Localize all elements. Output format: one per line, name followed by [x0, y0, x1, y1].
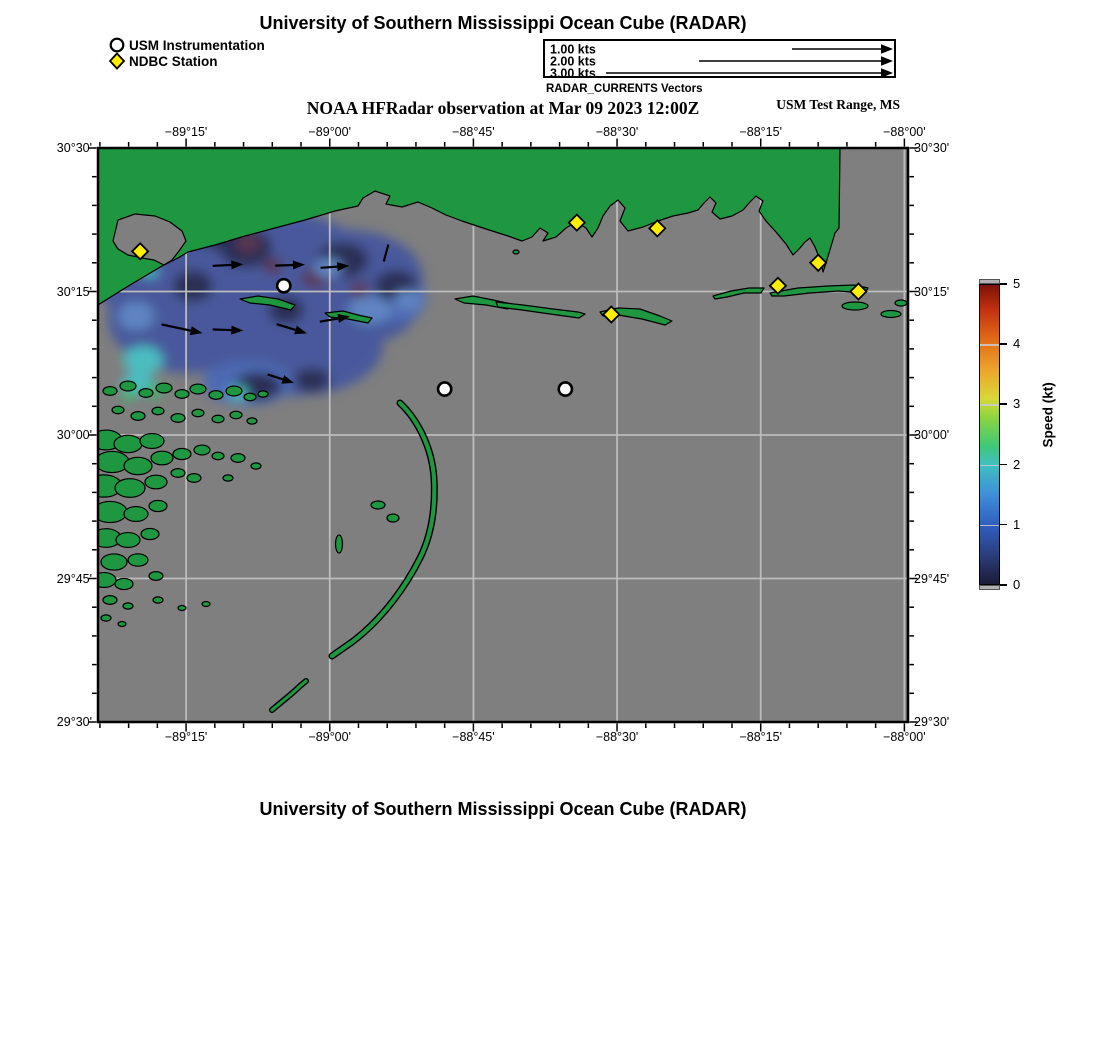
marsh-islet	[231, 454, 245, 463]
marsh-islet	[101, 615, 111, 621]
marsh-islet	[171, 414, 185, 423]
marsh-islet	[223, 475, 233, 481]
marsh-islet	[171, 469, 185, 478]
colorbar-grid-line	[980, 344, 999, 346]
islet	[842, 302, 868, 310]
x-axis-label-top: −88°00'	[883, 125, 926, 139]
test-range-label: USM Test Range, MS	[776, 97, 900, 112]
colorbar-tick-mark	[1000, 524, 1007, 526]
colorbar-tick-mark	[1000, 403, 1007, 405]
colorbar-tick-label: 0	[1013, 577, 1021, 592]
marsh-islet	[114, 435, 142, 452]
y-axis-label-left: 29°45'	[56, 571, 92, 586]
marsh-islet	[149, 572, 163, 581]
x-axis-label-top: −89°00'	[308, 125, 351, 139]
marsh-islet	[103, 387, 117, 396]
islet	[387, 514, 399, 522]
islet	[895, 300, 907, 306]
islet	[371, 501, 385, 509]
scale-row-label: 3.00 kts	[550, 66, 596, 76]
map-plot	[88, 138, 918, 737]
y-axis-label-right: 29°45'	[914, 571, 950, 586]
colorbar-tick-label: 1	[1013, 516, 1021, 532]
colorbar-tick-label: 3	[1013, 396, 1021, 412]
marsh-islet	[124, 457, 152, 474]
legend-label-ndbc: NDBC Station	[129, 53, 218, 69]
marsh-islet	[251, 463, 261, 469]
legend-label-usm: USM Instrumentation	[129, 37, 265, 53]
colorbar-label: Speed (kt)	[1040, 382, 1056, 448]
marsh-islet	[212, 452, 224, 459]
marsh-islet	[190, 384, 206, 394]
colorbar-grid-line	[980, 525, 999, 527]
marsh-islet	[212, 415, 224, 422]
x-axis-label-bottom: −88°30'	[595, 730, 639, 744]
scale-row-label: 1.00 kts	[550, 42, 596, 57]
colorbar-tick-mark	[1000, 343, 1007, 345]
y-axis-label-right: 30°15'	[914, 284, 950, 299]
marsh-islet	[192, 409, 204, 416]
marsh-islet	[151, 451, 173, 465]
islet	[513, 250, 519, 254]
marsh-islet	[156, 383, 172, 393]
marsh-islet	[140, 434, 164, 449]
x-axis-label-top: −88°30'	[595, 125, 639, 139]
marsh-islet	[141, 528, 159, 539]
marsh-islet	[145, 475, 167, 489]
marsh-islet	[202, 602, 210, 607]
colorbar-bottom-cap	[979, 585, 1000, 590]
marsh-islet	[247, 418, 257, 424]
x-axis-label-top: −88°15'	[739, 125, 782, 139]
y-axis-label-left: 30°00'	[56, 428, 92, 442]
colorbar	[979, 279, 1000, 590]
marsh-islet	[92, 573, 116, 588]
usm-instrumentation-marker	[277, 279, 290, 292]
x-axis-label-bottom: −88°15'	[739, 730, 782, 744]
marsh-islet	[124, 507, 148, 522]
page-title: University of Southern Mississippi Ocean Cube (RADAR)	[259, 13, 747, 33]
marsh-islet	[230, 411, 242, 418]
marsh-islet	[120, 381, 136, 391]
marsh-islet	[116, 533, 140, 548]
marsh-islet	[226, 386, 242, 396]
marsh-islet	[152, 407, 164, 414]
islet	[336, 535, 343, 553]
colorbar-tick-mark	[1000, 283, 1007, 285]
bottom-title: University of Southern Mississippi Ocean Cube (RADAR)	[259, 799, 747, 819]
colorbar-tick-mark	[1000, 584, 1007, 586]
y-axis-label-left: 30°30'	[56, 141, 92, 155]
map-canvas	[88, 138, 918, 732]
islet	[881, 311, 901, 318]
colorbar-tick-label: 4	[1013, 336, 1021, 352]
x-axis-label-top: −88°45'	[452, 125, 495, 139]
marsh-islet	[118, 622, 126, 627]
y-axis-label-right: 30°00'	[914, 428, 950, 442]
diamond-icon	[108, 52, 126, 70]
marsh-islet	[112, 406, 124, 413]
marsh-islet	[258, 391, 268, 397]
y-axis-label-left: 29°30'	[56, 715, 92, 729]
vector-scale-box	[543, 39, 896, 78]
colorbar-grid-line	[980, 404, 999, 406]
colorbar-tick-label: 5	[1013, 276, 1021, 291]
marsh-islet	[244, 393, 256, 400]
marsh-islet	[103, 596, 117, 605]
x-axis-label-top: −89°15'	[164, 125, 208, 139]
x-axis-label-bottom: −89°00'	[308, 730, 351, 744]
colorbar-tick-mark	[1000, 464, 1007, 466]
marsh-islet	[131, 412, 145, 421]
x-axis-label-bottom: −88°45'	[452, 730, 495, 744]
x-axis-label-bottom: −88°00'	[883, 730, 926, 744]
y-axis-label-left: 30°15'	[56, 284, 92, 299]
y-axis-label-right: 30°30'	[914, 141, 950, 155]
marsh-islet	[153, 597, 163, 603]
marsh-islet	[128, 554, 148, 566]
marsh-islet	[194, 445, 210, 455]
x-axis-label-bottom: −89°15'	[164, 730, 208, 744]
usm-instrumentation-marker	[559, 382, 572, 395]
marsh-islet	[101, 554, 127, 570]
marsh-islet	[123, 603, 133, 609]
colorbar-grid-line	[980, 465, 999, 467]
scale-row-label: 2.00 kts	[550, 54, 596, 69]
marsh-islet	[149, 500, 167, 511]
vector-scale-arrows	[545, 41, 894, 76]
marsh-islet	[115, 479, 145, 498]
colorbar-tick-label: 2	[1013, 456, 1021, 472]
marsh-islet	[115, 578, 133, 589]
marsh-islet	[139, 389, 153, 398]
marsh-islet	[187, 474, 201, 483]
marsh-islet	[175, 390, 189, 399]
marsh-islet	[173, 448, 191, 459]
y-axis-label-right: 29°30'	[914, 715, 950, 729]
observation-subtitle: NOAA HFRadar observation at Mar 09 2023 12:00Z	[306, 98, 700, 118]
legend-item-ndbc	[108, 52, 218, 70]
marsh-islet	[95, 451, 129, 472]
marsh-islet	[178, 606, 186, 611]
vector-scale-caption: RADAR_CURRENTS Vectors	[546, 83, 703, 95]
marsh-islet	[209, 391, 223, 400]
usm-instrumentation-marker	[438, 382, 451, 395]
colorbar-gradient	[979, 284, 1000, 585]
